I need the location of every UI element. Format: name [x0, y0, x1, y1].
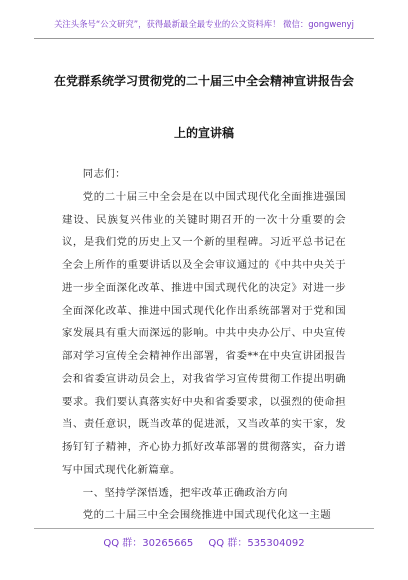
section-heading: 一、坚持学深悟透，把牢改革正确政治方向 [82, 486, 288, 499]
footer-qq-group-2: QQ 群：535304092 [208, 538, 305, 549]
document-title-line2: 上的宣讲稿 [173, 126, 234, 140]
salutation: 同志们： [82, 168, 126, 180]
footer-divider [34, 528, 374, 529]
footer-contact [0, 534, 408, 549]
header-promo-text: 关注头条号“公文研究”，获得最新最全最专业的公文资料库！ 微信：gongwenyj [54, 19, 354, 29]
footer-qq-group-1: QQ 群：30265665 [103, 538, 194, 549]
document-body [62, 163, 346, 527]
header-divider [34, 38, 374, 39]
paragraph: 党的二十届三中全会是在以中国式现代化全面推进强国建设、民族复兴伟业的关键时期召开的一次十分重要的会议，是我们党的历史上又一个新的里程碑。习近平总书记在全会上所作的重要讲话以及全会审议通过的《中共中央关于进一步全面深化改革、推进中国式现代化的决定》对进一步全面深化改革、推进中国式现代化作出系统部署对于党和国家发展具有重大而深远的影响。中共中央办公厅、中央宣传部对学习宣传全会精神作出部署，省委**在中央宣讲团报告会和省委宣讲动员会上，对我省学习宣传贯彻工作提出明确要求。我们要认真落实好中央和省委要求，以强烈的使命担当、责任意识，既当改革的促进派，又当改革的实干家，发扬钉钉子精神，齐心协力抓好改革部署的贯彻落实，奋力谱写中国式现代化新篇章。 [62, 190, 346, 476]
paragraph: 党的二十届三中全会围绕推进中国式现代化这一主题 [82, 509, 331, 522]
document-title-line1: 在党群系统学习贯彻党的二十届三中全会精神宣讲报告会 [53, 74, 354, 88]
